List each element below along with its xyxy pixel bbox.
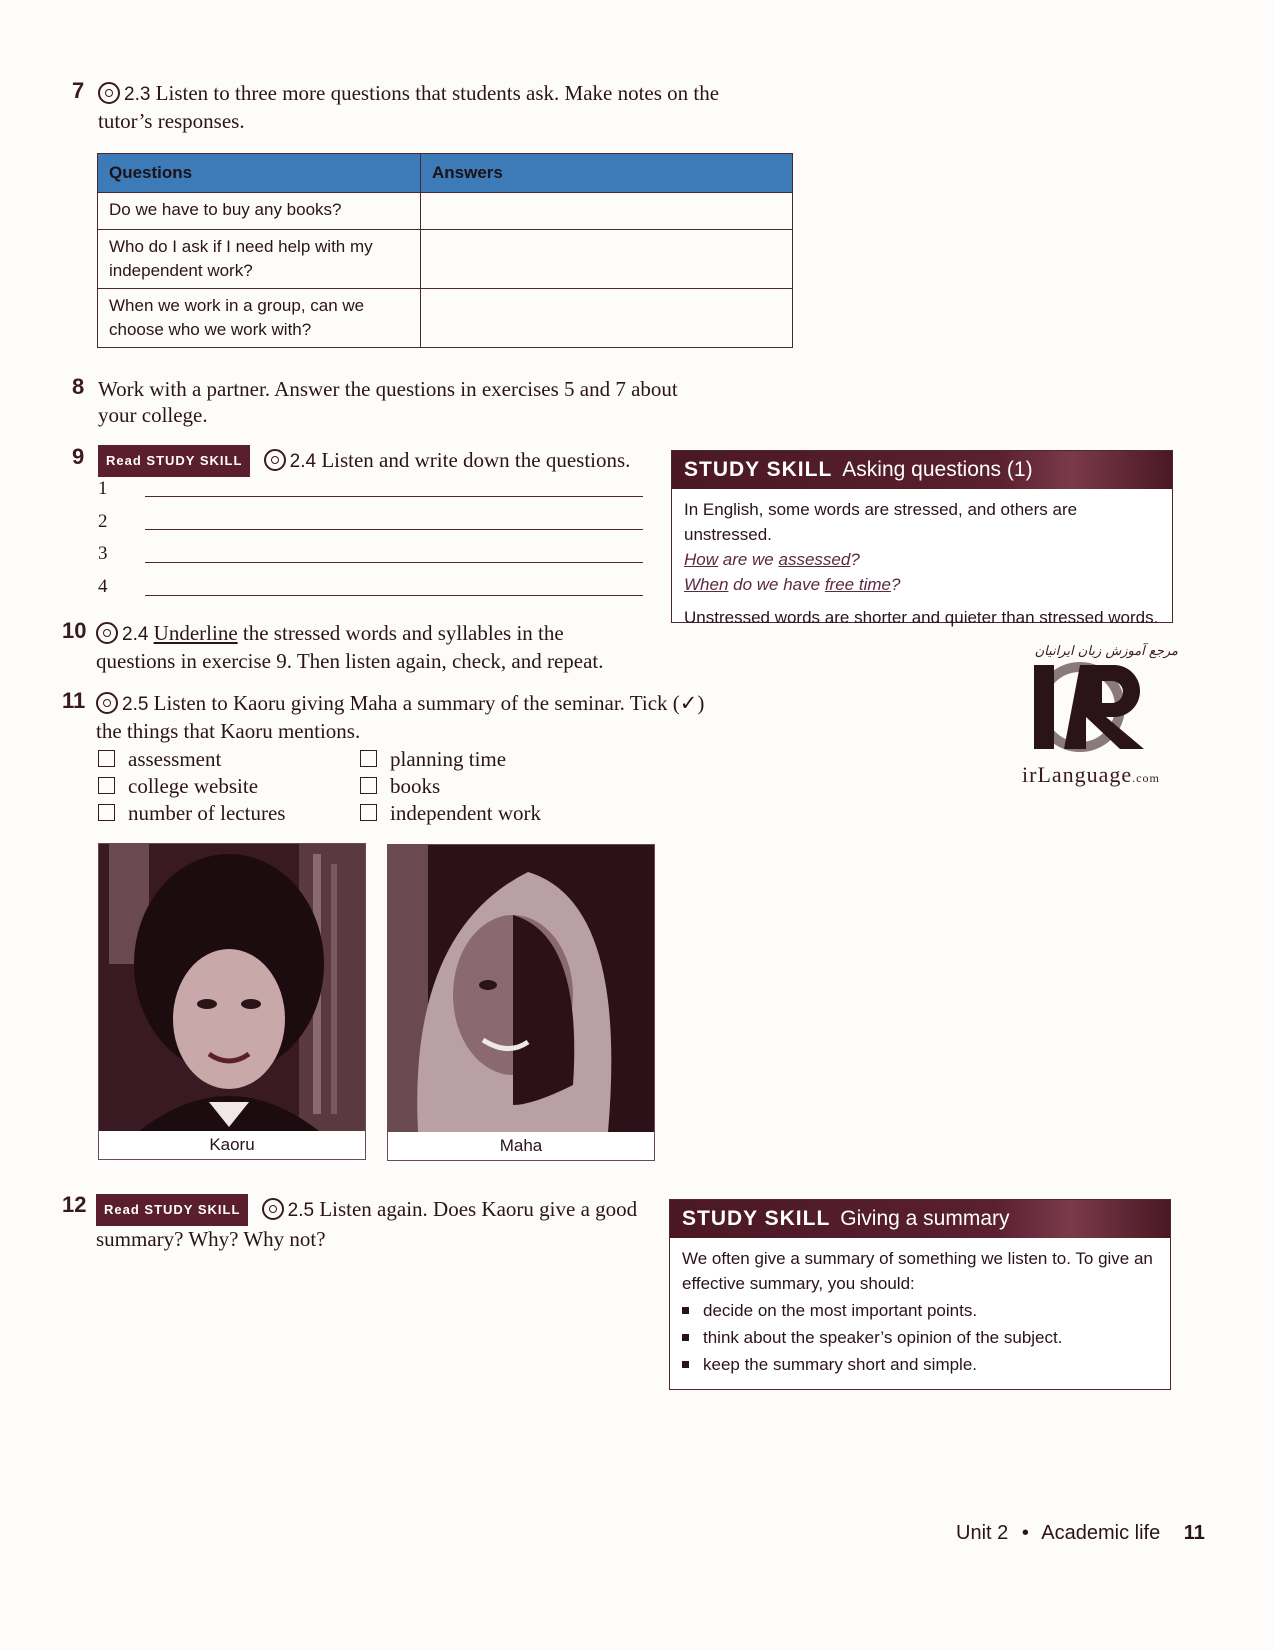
exercise-7-instructions	[98, 80, 798, 134]
logo-tld-text: .com	[1132, 771, 1160, 785]
answer-line-number: 4	[98, 576, 108, 597]
answer-line[interactable]	[145, 562, 643, 563]
example-question	[684, 547, 1160, 572]
footer-unit: Unit 2	[956, 1522, 1009, 1544]
underlined-word: Underline	[153, 621, 238, 645]
study-skill-header	[670, 1200, 1170, 1238]
unstressed-words: are we	[718, 550, 779, 569]
instruction-text: Listen and write down the questions.	[321, 448, 631, 472]
instruction-line: Listen again. Does Kaoru give a good	[319, 1197, 638, 1221]
checklist-item[interactable]	[360, 745, 541, 772]
answer-line[interactable]	[145, 496, 643, 497]
checklist-label: college website	[128, 773, 259, 798]
footer-section-title: Academic life	[1041, 1522, 1161, 1544]
study-skill-title: Giving a summary	[840, 1207, 1010, 1230]
exercise-12-instructions	[96, 1194, 666, 1252]
exercise-12-number: 12	[62, 1192, 87, 1217]
column-header-answers: Answers	[421, 154, 793, 193]
logo-site-name	[1022, 762, 1160, 788]
unstressed-words: do we have	[728, 575, 825, 594]
checklist-label: independent work	[390, 800, 542, 825]
answer-line-number: 2	[98, 511, 108, 532]
study-skill-intro: We often give a summary of something we listen to. To give an	[682, 1249, 1153, 1268]
question-cell: When we work in a group, can we choose who we work with?	[98, 289, 421, 348]
checklist-item[interactable]	[360, 799, 541, 826]
study-skill-box-asking-questions	[671, 450, 1173, 627]
study-skill-header	[672, 451, 1172, 489]
track-number: 2.4	[289, 451, 317, 472]
bullet-item	[682, 1325, 1158, 1350]
answer-line[interactable]	[145, 595, 643, 596]
photo-kaoru	[98, 843, 366, 1160]
irlanguage-logo	[1018, 644, 1178, 789]
stressed-word: How	[684, 550, 719, 569]
bullet-square-icon	[682, 1361, 689, 1368]
exercise-11-number: 11	[62, 688, 86, 713]
read-study-skill-badge[interactable]: Read STUDY SKILL	[98, 445, 250, 477]
table-header-row	[98, 154, 793, 193]
instruction-line: the stressed words and syllables in the	[242, 621, 564, 645]
logo-site-text: irLanguage	[1022, 762, 1133, 787]
punctuation: ?	[890, 575, 901, 594]
exercise-7-number: 7	[72, 78, 85, 103]
answer-line-number: 1	[98, 478, 108, 499]
checklist-label: books	[390, 773, 441, 798]
instruction-line: tutor’s responses.	[98, 109, 245, 133]
footer-separator: •	[1021, 1522, 1029, 1544]
bullet-square-icon	[682, 1334, 689, 1341]
study-skill-outro: Unstressed words are shorter and quieter than stressed words.	[684, 608, 1159, 627]
answer-cell[interactable]	[421, 230, 793, 289]
study-skill-title: Asking questions (1)	[842, 458, 1033, 481]
column-header-questions: Questions	[98, 154, 421, 193]
maha-portrait-image	[388, 845, 654, 1132]
question-cell: Do we have to buy any books?	[98, 193, 421, 230]
audio-cd-icon[interactable]	[264, 449, 286, 471]
page-number: 11	[1183, 1522, 1205, 1544]
checklist-item[interactable]	[98, 772, 285, 799]
audio-cd-icon[interactable]	[96, 622, 118, 644]
checkbox[interactable]	[360, 804, 377, 821]
study-skill-body	[672, 489, 1172, 638]
track-number: 2.5	[287, 1200, 315, 1221]
checkbox[interactable]	[360, 750, 377, 767]
stressed-word: free time	[824, 575, 891, 594]
photo-caption: Maha	[499, 1136, 543, 1155]
checkbox[interactable]	[98, 750, 115, 767]
checklist-item[interactable]	[98, 745, 285, 772]
checklist-label: number of lectures	[128, 800, 286, 825]
question-cell: Who do I ask if I need help with my independent work?	[98, 230, 421, 289]
study-skill-label: STUDY SKILL	[684, 458, 833, 481]
audio-cd-icon[interactable]	[96, 692, 118, 714]
instruction-line: Listen to Kaoru giving Maha a summary of the seminar. Tick (✓)	[153, 691, 705, 715]
exercise-9-number: 9	[72, 444, 85, 469]
instruction-line: summary? Why? Why not?	[96, 1227, 326, 1251]
exercise-9-instructions	[98, 445, 668, 477]
track-number: 2.5	[122, 694, 149, 715]
checkbox[interactable]	[360, 777, 377, 794]
answer-cell[interactable]	[421, 193, 793, 230]
checklist-label: planning time	[390, 746, 507, 771]
exercise-10-instructions	[96, 620, 716, 674]
table-row	[98, 193, 793, 230]
study-skill-label: STUDY SKILL	[682, 1207, 831, 1230]
study-skill-intro: In English, some words are stressed, and others are unstressed.	[684, 500, 1078, 544]
instruction-line: Listen to three more questions that students ask. Make notes on the	[155, 81, 720, 105]
read-study-skill-badge[interactable]: Read STUDY SKILL	[96, 1194, 248, 1226]
kaoru-portrait-image	[99, 844, 365, 1131]
table-row	[98, 230, 793, 289]
answer-line[interactable]	[145, 529, 643, 530]
study-skill-box-giving-summary	[669, 1199, 1171, 1390]
study-skill-body	[670, 1238, 1170, 1385]
checklist-item[interactable]	[360, 772, 541, 799]
stressed-word: assessed	[778, 550, 851, 569]
bullet-item	[682, 1352, 1158, 1377]
table-row	[98, 289, 793, 348]
bullet-text: keep the summary short and simple.	[703, 1355, 978, 1374]
punctuation: ?	[850, 550, 860, 569]
track-number: 2.4	[122, 624, 149, 645]
example-question	[684, 572, 1160, 597]
checklist-label: assessment	[128, 746, 222, 771]
track-number: 2.3	[124, 84, 151, 105]
bullet-item	[682, 1298, 1158, 1323]
checklist-column-2	[360, 745, 541, 826]
instruction-line: your college.	[98, 403, 208, 427]
photo-caption: Kaoru	[209, 1135, 255, 1154]
bullet-square-icon	[682, 1307, 689, 1314]
ir-logo-mark	[1018, 659, 1178, 759]
bullet-text: think about the speaker’s opinion of the subject.	[703, 1328, 1063, 1347]
audio-cd-icon[interactable]	[98, 82, 120, 104]
answer-cell[interactable]	[421, 289, 793, 348]
questions-table	[97, 153, 793, 348]
exercise-8-number: 8	[72, 374, 85, 399]
study-skill-intro: effective summary, you should:	[682, 1274, 915, 1293]
instruction-line: questions in exercise 9. Then listen again, check, and repeat.	[96, 649, 604, 673]
persian-slogan: مرجع آموزش زبان ایرانیان	[1034, 644, 1178, 659]
checkbox[interactable]	[98, 804, 115, 821]
page-footer	[956, 1522, 1205, 1545]
audio-cd-icon[interactable]	[262, 1198, 284, 1220]
checklist-column-1	[98, 745, 285, 826]
exercise-8-instructions	[98, 376, 798, 428]
exercise-11-instructions	[96, 690, 796, 744]
exercise-10-number: 10	[62, 618, 87, 643]
photo-maha	[387, 844, 655, 1161]
checklist-item[interactable]	[98, 799, 285, 826]
instruction-line: the things that Kaoru mentions.	[96, 719, 361, 743]
bullet-text: decide on the most important points.	[703, 1301, 978, 1320]
instruction-line: Work with a partner. Answer the questions in exercises 5 and 7 about	[98, 377, 678, 401]
stressed-word: When	[684, 575, 729, 594]
checkbox[interactable]	[98, 777, 115, 794]
answer-line-number: 3	[98, 543, 108, 564]
